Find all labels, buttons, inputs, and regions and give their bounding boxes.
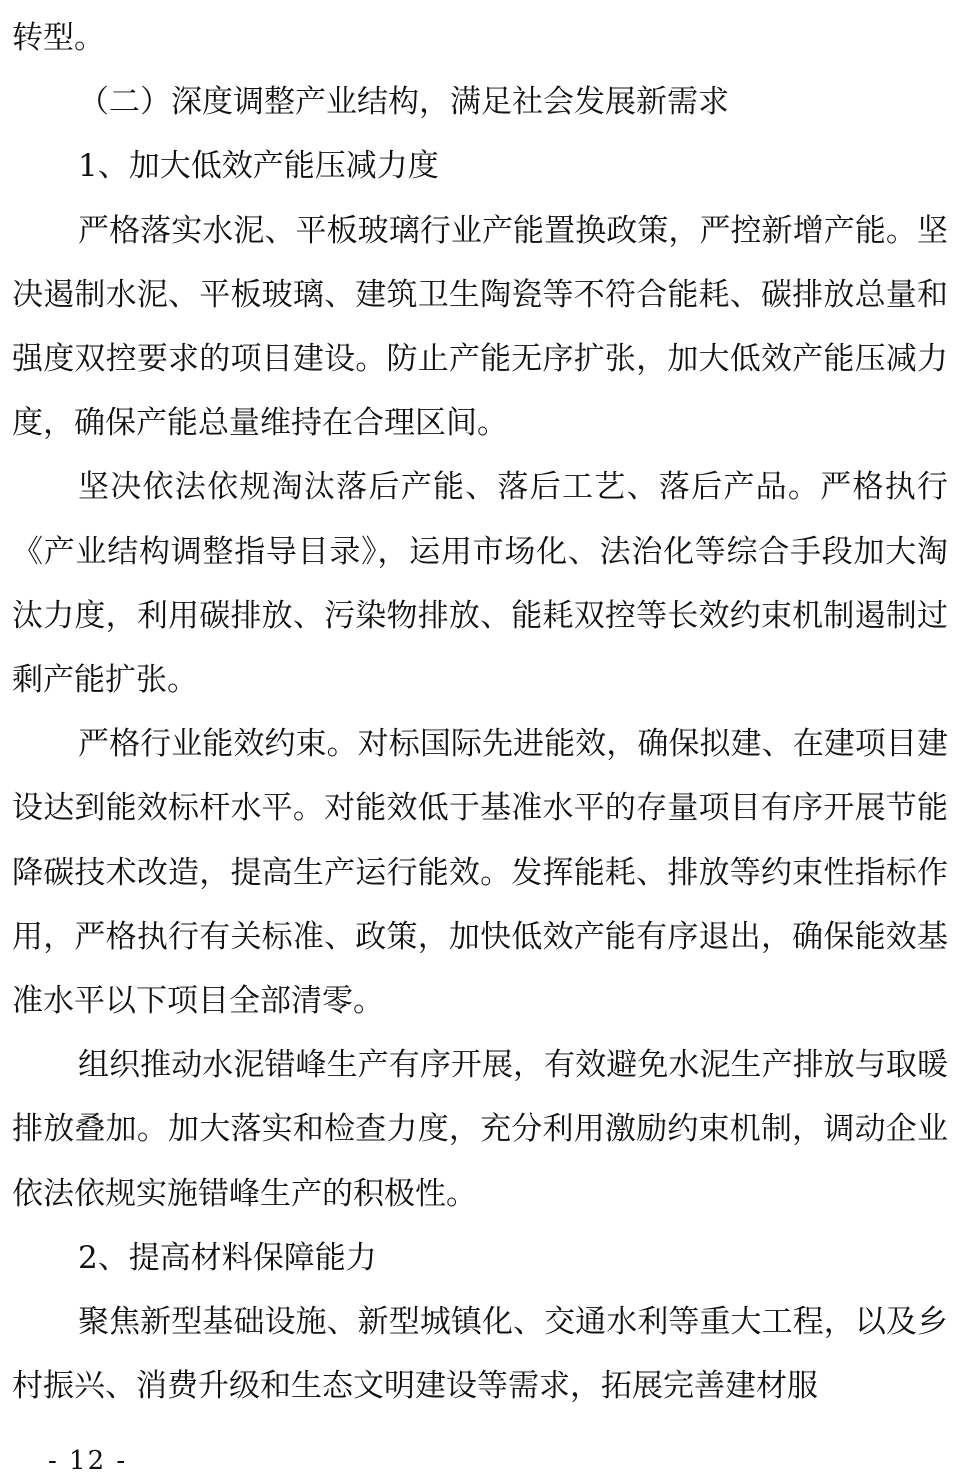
body-paragraph: 组织推动水泥错峰生产有序开展，有效避免水泥生产排放与取暖排放叠加。加大落实和检查力度，充分利用激励约束机制，调动企业依法依规实施错峰生产的积极性。 [12,1047,948,1212]
paragraph-continuation: 转型。 [12,20,105,56]
document-body [12,6,948,1418]
item-heading: 2、提高材料保障能力 [78,1239,377,1276]
page-number: - 12 - [48,1446,128,1476]
body-paragraph: 聚焦新型基础设施、新型城镇化、交通水利等重大工程，以及乡村振兴、消费升级和生态文明建设等需求，拓展完善建材服 [12,1304,948,1405]
body-paragraph: 严格行业能效约束。对标国际先进能效，确保拟建、在建项目建设达到能效标杆水平。对能效低于基准水平的存量项目有序开展节能降碳技术改造，提高生产运行能效。发挥能耗、排放等约束性指标作用，严格执行有关标准、政策，加快低效产能有序退出，确保能效基准水平以下项目全部清零。 [12,726,948,1020]
item-heading: 1、加大低效产能压减力度 [78,148,439,185]
body-paragraph: 严格落实水泥、平板玻璃行业产能置换政策，严控新增产能。坚决遏制水泥、平板玻璃、建筑卫生陶瓷等不符合能耗、碳排放总量和强度双控要求的项目建设。防止产能无序扩张，加大低效产能压减力度，确保产能总量维持在合理区间。 [12,212,948,442]
section-heading: （二）深度调整产业结构，满足社会发展新需求 [78,84,729,121]
body-paragraph: 坚决依法依规淘汰落后产能、落后工艺、落后产品。严格执行《产业结构调整指导目录》，运用市场化、法治化等综合手段加大淘汰力度，利用碳排放、污染物排放、能耗双控等长效约束机制遏制过剩产能扩张。 [12,469,948,699]
